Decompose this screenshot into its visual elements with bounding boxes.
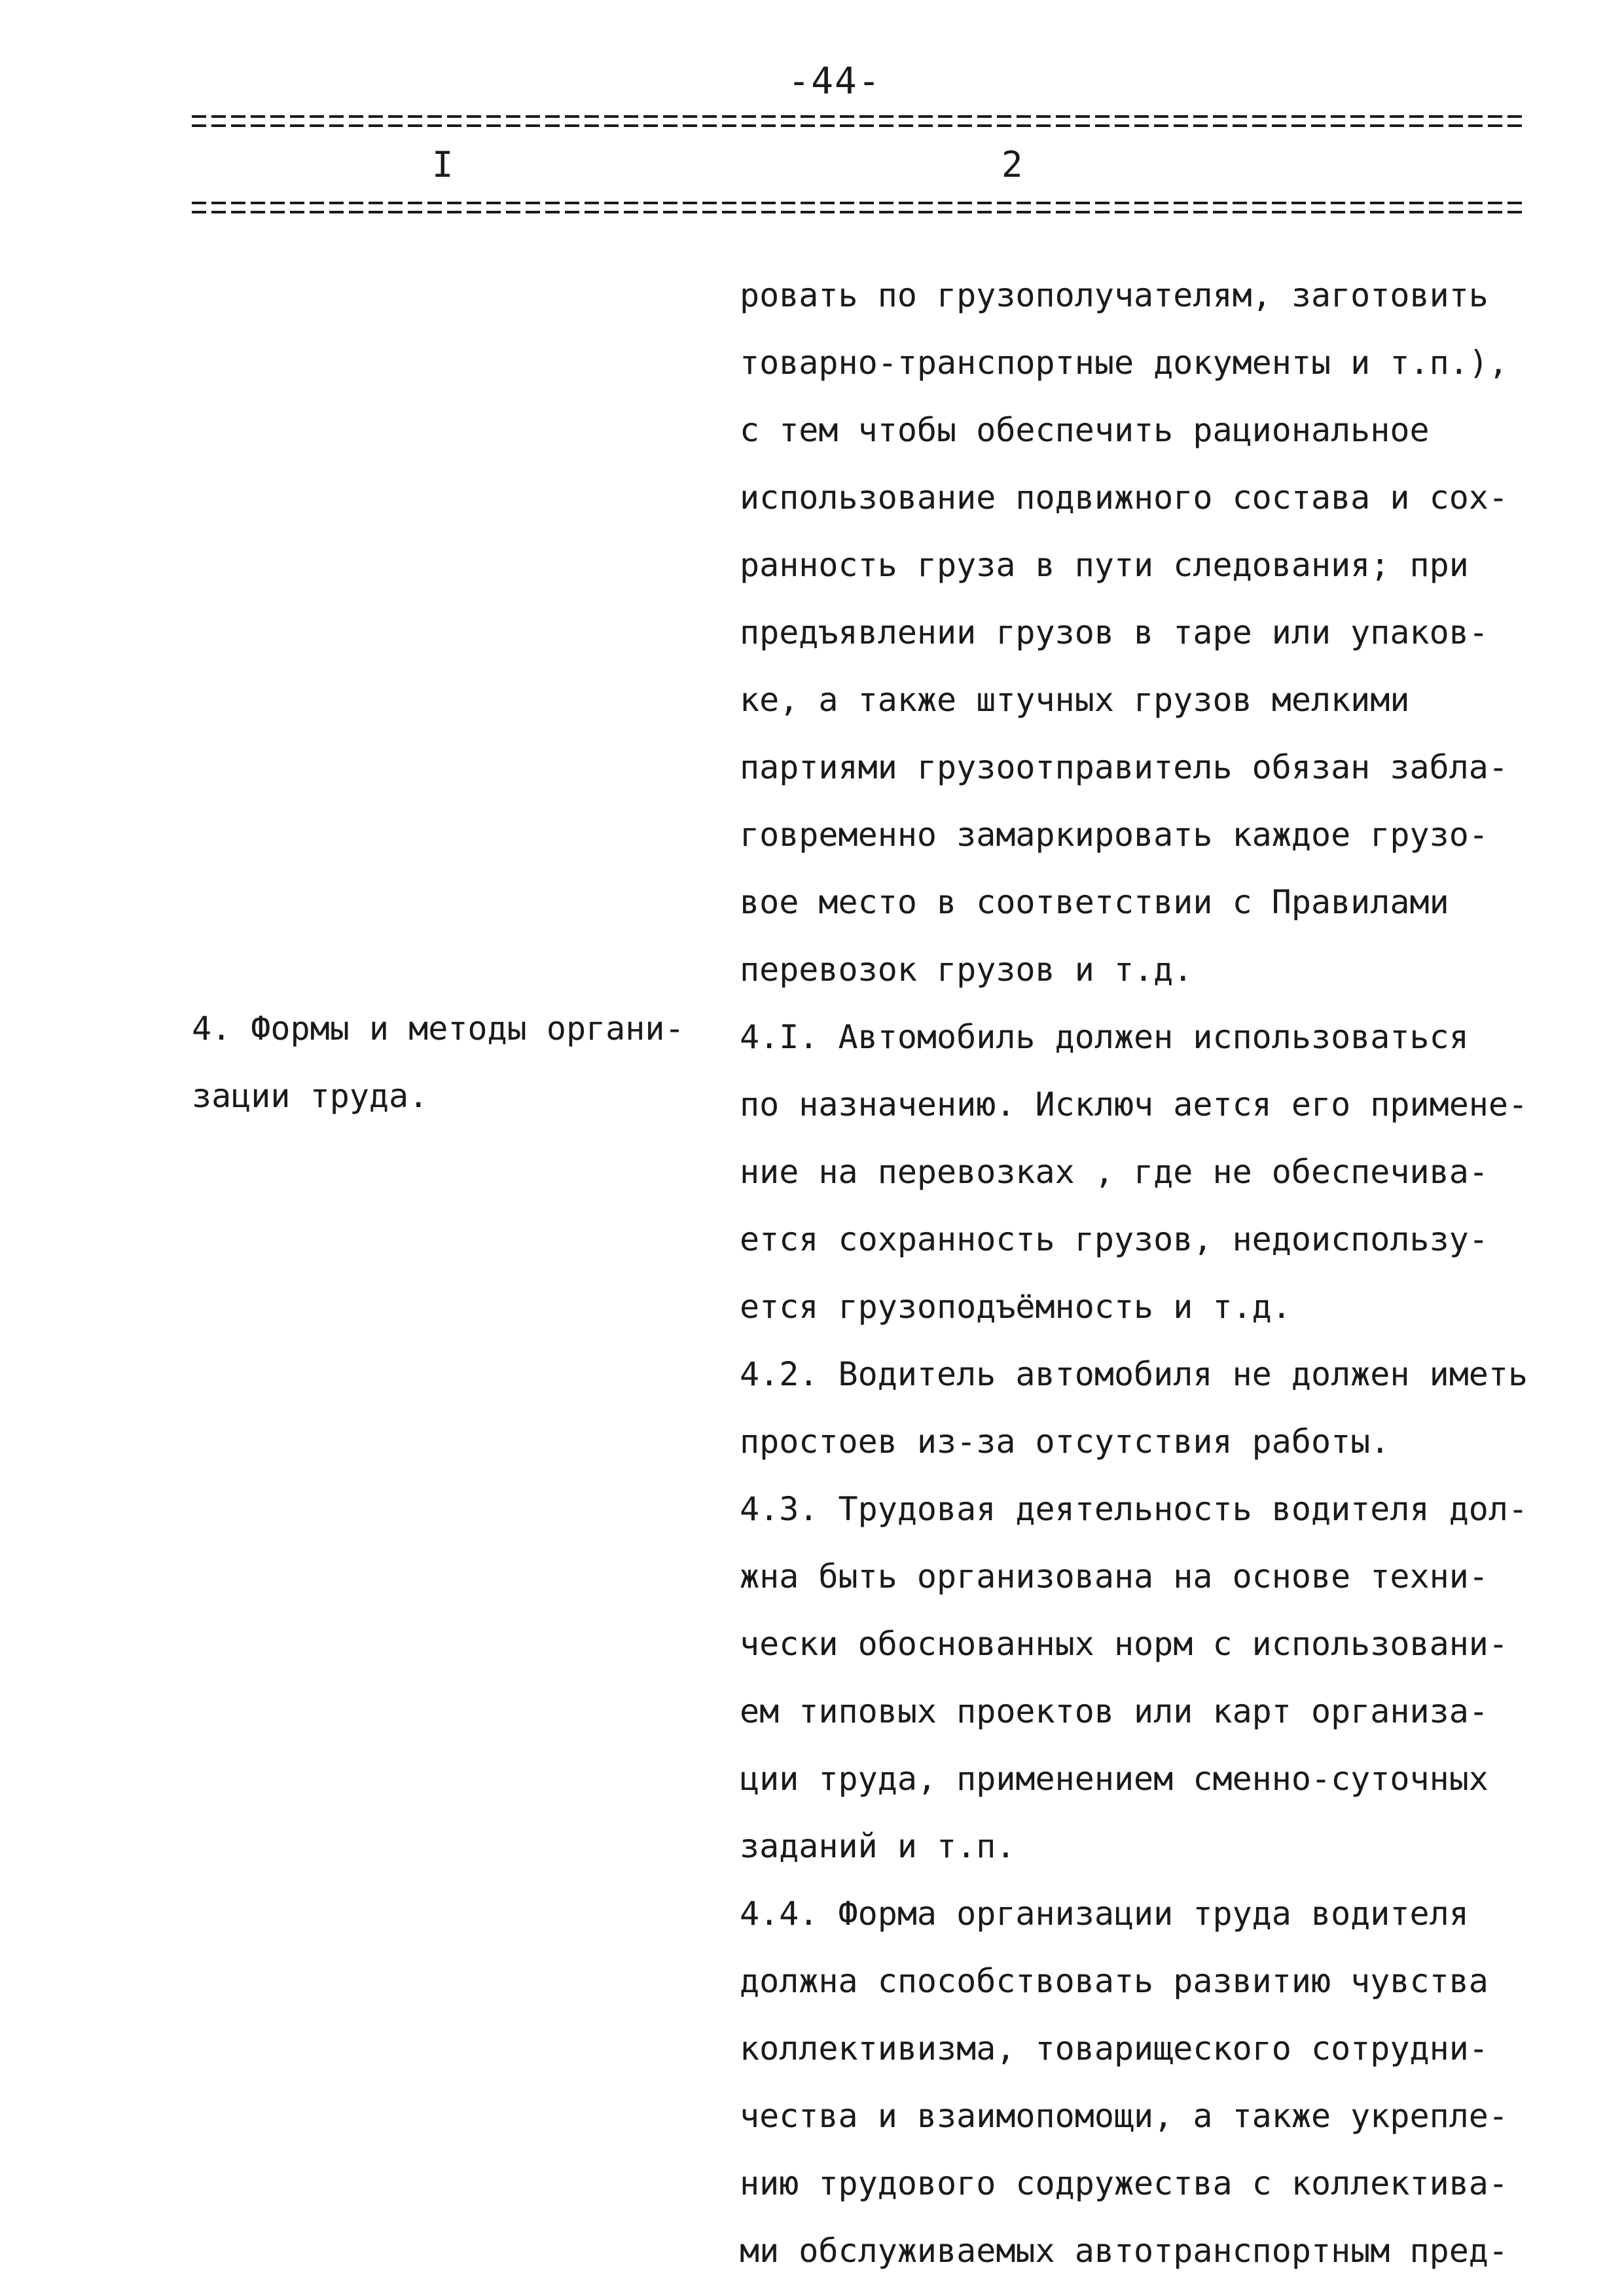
page-number: -44- bbox=[787, 60, 882, 103]
right-column-line: чества и взаимопомощи, а также укрепле- bbox=[740, 2097, 1508, 2135]
left-column bbox=[192, 995, 715, 1130]
right-column-line: 4.I. Автомобиль должен использоваться bbox=[740, 1018, 1469, 1056]
right-column-line: 4.4. Форма организации труда водителя bbox=[740, 1895, 1469, 1933]
left-column-line: 4. Формы и методы органи- bbox=[192, 1010, 685, 1048]
header-top-rule bbox=[192, 115, 1524, 130]
right-column-line: ке, а также штучных грузов мелкими bbox=[740, 681, 1410, 719]
right-column-line: чески обоснованных норм с использовани- bbox=[740, 1625, 1508, 1663]
column-header-2: 2 bbox=[1001, 144, 1023, 185]
right-column-line: ровать по грузополучателям, заготовить bbox=[740, 276, 1489, 314]
right-column-line: простоев из-за отсутствия работы. bbox=[740, 1423, 1390, 1461]
right-column-line: с тем чтобы обеспечить рациональное bbox=[740, 411, 1430, 449]
right-column-line: ние на перевозках , где не обеспечива- bbox=[740, 1153, 1489, 1191]
right-column-line: должна способствовать развитию чувства bbox=[740, 1962, 1489, 2000]
right-column-line: вое место в соответствии с Правилами bbox=[740, 883, 1449, 921]
right-column-line: по назначению. Исключ ается его примене- bbox=[740, 1085, 1528, 1123]
right-column-line: ем типовых проектов или карт организа- bbox=[740, 1692, 1489, 1730]
right-column-line: товарно-транспортные документы и т.п.), bbox=[740, 344, 1508, 382]
right-column-line: заданий и т.п. bbox=[740, 1827, 1016, 1865]
right-column-line: 4.2. Водитель автомобиля не должен иметь bbox=[740, 1355, 1528, 1393]
right-column-line: предъявлении грузов в таре или упаков- bbox=[740, 613, 1489, 651]
right-column-line: нию трудового содружества с коллектива- bbox=[740, 2164, 1508, 2202]
right-column-line: использование подвижного состава и сох- bbox=[740, 479, 1508, 517]
column-header-1: I bbox=[432, 144, 454, 185]
right-column-line: перевозок грузов и т.д. bbox=[740, 951, 1193, 989]
right-column-line: ции труда, применением сменно-суточных bbox=[740, 1760, 1489, 1798]
right-column-line: 4.3. Трудовая деятельность водителя дол- bbox=[740, 1490, 1528, 1528]
right-column-line: ранность груза в пути следования; при bbox=[740, 546, 1469, 584]
right-column bbox=[740, 262, 1617, 2285]
right-column-line: коллективизма, товарищеского сотрудни- bbox=[740, 2030, 1489, 2068]
header-bottom-rule bbox=[192, 202, 1524, 216]
right-column-line: ется грузоподъёмность и т.д. bbox=[740, 1288, 1291, 1326]
right-column-line: партиями грузоотправитель обязан забла- bbox=[740, 748, 1508, 786]
right-column-line: жна быть организована на основе техни- bbox=[740, 1558, 1489, 1595]
left-column-line: зации труда. bbox=[192, 1077, 429, 1115]
right-column-line: ми обслуживаемых автотранспортным пред- bbox=[740, 2232, 1508, 2270]
right-column-line: ется сохранность грузов, недоиспользу- bbox=[740, 1220, 1489, 1258]
right-column-line: говременно замаркировать каждое грузо- bbox=[740, 816, 1489, 854]
